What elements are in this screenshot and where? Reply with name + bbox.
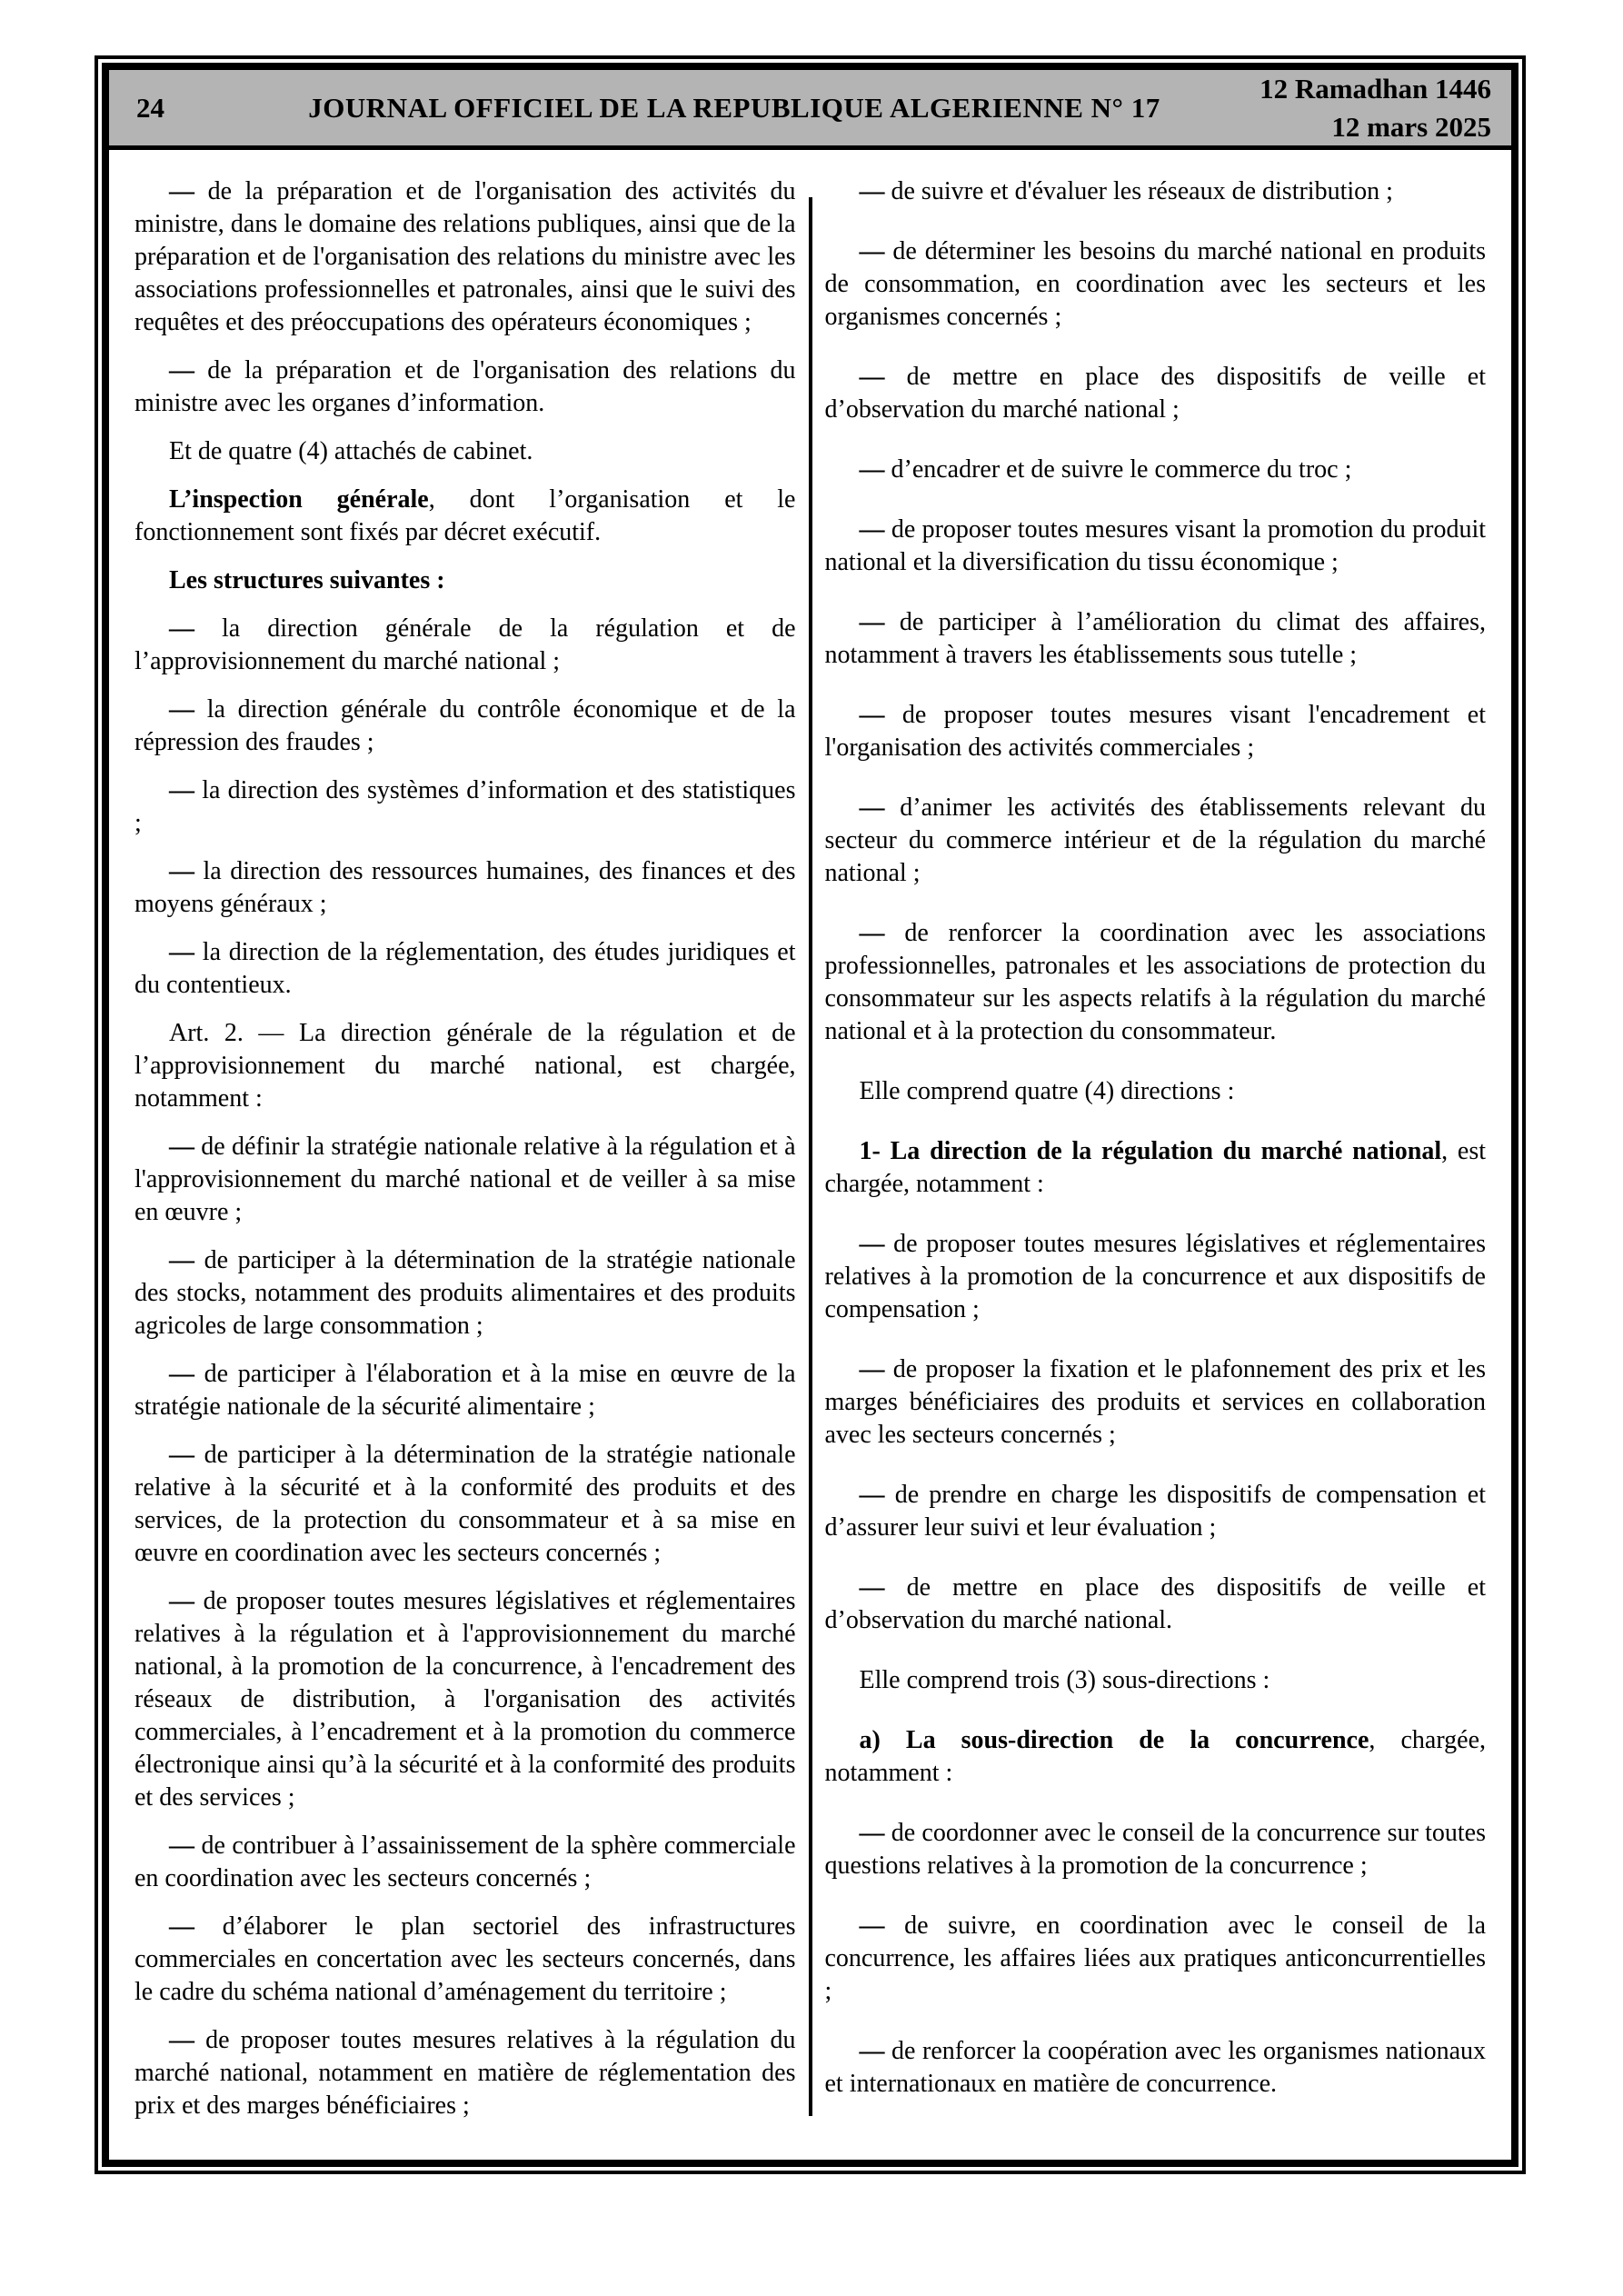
- paragraph: [134, 774, 796, 840]
- paragraph: [134, 694, 796, 759]
- page-header: [109, 70, 1511, 150]
- paragraph-bold-run: —: [169, 356, 208, 384]
- paragraph: [825, 235, 1487, 334]
- paragraph: [825, 1817, 1487, 1882]
- paragraph-bold-run: —: [859, 237, 893, 265]
- paragraph: [825, 792, 1487, 890]
- paragraph-text-run: la direction générale de la régulation et de l’approvisionnement du marché national ;: [134, 614, 796, 675]
- paragraph-bold-run: —: [859, 455, 891, 484]
- paragraph-text-run: de proposer toutes mesures législatives et réglementaires relatives à la promotion de la concurrence et aux dispositifs de compensation ;: [824, 1230, 1486, 1323]
- journal-title: JOURNAL OFFICIEL DE LA REPUBLIQUE ALGERIENNE N° 17: [308, 91, 1160, 124]
- paragraph-bold-run: —: [169, 614, 223, 643]
- paragraph: [825, 1353, 1487, 1452]
- paragraph: [134, 855, 796, 921]
- paragraph-text-run: de proposer toutes mesures visant l'encadrement et l'organisation des activités commerciales ;: [824, 701, 1486, 762]
- paragraph-bold-run: —: [859, 701, 902, 729]
- paragraph: [825, 514, 1487, 579]
- paragraph-bold-run: —: [859, 1230, 894, 1258]
- paragraph-text-run: la direction générale du contrôle économique et de la répression des fraudes ;: [134, 695, 796, 756]
- paragraph: [134, 435, 796, 468]
- paragraph-bold-run: —: [859, 1912, 905, 1940]
- paragraph-bold-run: —: [169, 857, 204, 885]
- paragraph-bold-run: 1- La direction de la régulation du marché national: [859, 1137, 1442, 1165]
- paragraph: [134, 1439, 796, 1570]
- paragraph-text-run: , dont l’organisation et le fonctionnement sont fixés par décret exécutif.: [134, 485, 796, 546]
- paragraph: [134, 1131, 796, 1229]
- paragraph: [825, 1228, 1487, 1326]
- header-dates: [1232, 70, 1511, 146]
- paragraph-bold-run: —: [859, 515, 891, 544]
- paragraph: [825, 606, 1487, 672]
- paragraph-bold-run: —: [169, 938, 203, 966]
- date-gregorian: 12 mars 2025: [1331, 110, 1491, 143]
- paragraph: [825, 361, 1487, 426]
- paragraph-bold-run: —: [859, 1481, 895, 1509]
- left-column: [122, 175, 809, 2141]
- paragraph-bold-run: —: [169, 1441, 204, 1469]
- paragraph: [134, 613, 796, 678]
- paragraph: [825, 1664, 1487, 1697]
- paragraph: [134, 1911, 796, 2009]
- paragraph-text-run: d’encadrer et de suivre le commerce du troc ;: [891, 455, 1352, 484]
- paragraph: [825, 699, 1487, 764]
- paragraph-bold-run: —: [169, 177, 208, 205]
- paragraph-bold-run: —: [169, 2026, 206, 2054]
- paragraph: [825, 1135, 1487, 1201]
- paragraph-bold-run: —: [169, 1587, 204, 1615]
- paragraph: [134, 1585, 796, 1814]
- paragraph-text-run: la direction des ressources humaines, des finances et des moyens généraux ;: [134, 857, 796, 918]
- paragraph: [134, 2024, 796, 2122]
- paragraph-text-run: de proposer toutes mesures relatives à la régulation du marché national, notamment en matière de réglementation des prix et des marges bénéficiaires ;: [134, 2026, 796, 2120]
- paragraph-bold-run: —: [169, 695, 207, 724]
- paragraph-text-run: de la préparation et de l'organisation des relations du ministre avec les organes d’information.: [134, 356, 796, 417]
- paragraph-text-run: de déterminer les besoins du marché national en produits de consommation, en coordination avec les secteurs et les organismes concernés ;: [824, 237, 1487, 331]
- paragraph-text-run: de coordonner avec le conseil de la concurrence sur toutes questions relatives à la promotion de la concurrence ;: [824, 1819, 1487, 1880]
- page-body: [109, 150, 1511, 2160]
- paragraph-text-run: de proposer la fixation et le plafonnement des prix et les marges bénéficiaires des produits et services en collaboration avec les secteurs concernés ;: [824, 1355, 1487, 1449]
- paragraph-bold-run: —: [859, 2037, 892, 2065]
- paragraph-text-run: de participer à l'élaboration et à la mise en œuvre de la stratégie nationale de la sécurité alimentaire ;: [134, 1360, 796, 1421]
- paragraph: [134, 564, 796, 597]
- paragraph-bold-run: —: [169, 776, 203, 804]
- paragraph-text-run: d’élaborer le plan sectoriel des infrastructures commerciales en concertation avec les secteurs concernés, dans le cadre du schéma national d’aménagement du territoire ;: [134, 1912, 796, 2006]
- paragraph: [825, 1724, 1487, 1790]
- paragraph: [134, 1244, 796, 1343]
- paragraph-text-run: Et de quatre (4) attachés de cabinet.: [169, 437, 533, 465]
- paragraph: [134, 354, 796, 420]
- paragraph-text-run: de mettre en place des dispositifs de veille et d’observation du marché national.: [824, 1573, 1487, 1634]
- paragraph: [134, 1830, 796, 1895]
- paragraph-bold-run: Les structures suivantes :: [169, 566, 445, 594]
- paragraph-text-run: de proposer toutes mesures législatives et réglementaires relatives à la régulation et à l'approvisionnement du marché national, à la promotion de la concurrence, à l'encadrement des réseaux de distribution, à l'organisation des activités commerciales, à l’encadrement et à la promotion du commerce électronique ainsi qu’à la sécurité et à la conformité des produits et des services ;: [134, 1587, 796, 1812]
- paragraph-text-run: de participer à la détermination de la stratégie nationale relative à la sécurité et à la conformité des produits et des services, de la protection du consommateur et à sa mise en œuvre en coordination avec les secteurs concernés ;: [134, 1441, 796, 1567]
- paragraph-text-run: de contribuer à l’assainissement de la sphère commerciale en coordination avec les secteurs concernés ;: [134, 1832, 796, 1892]
- paragraph-bold-run: L’inspection générale: [169, 485, 429, 514]
- paragraph-bold-run: —: [169, 1246, 204, 1274]
- paragraph-bold-run: —: [169, 1133, 202, 1161]
- paragraph-text-run: de renforcer la coordination avec les associations professionnelles, patronales et les associations de protection du consommateur sur les aspects relatifs à la régulation du marché national et à la protection du consommateur.: [824, 919, 1487, 1045]
- paragraph-bold-run: —: [169, 1912, 223, 1941]
- paragraph: [825, 917, 1487, 1048]
- paragraph-bold-run: —: [859, 794, 901, 822]
- paragraph-text-run: d’animer les activités des établissements relevant du secteur du commerce intérieur et de la régulation du marché national ;: [824, 794, 1486, 887]
- paragraph-bold-run: —: [859, 919, 905, 947]
- paragraph-text-run: de participer à l’amélioration du climat des affaires, notamment à travers les établissements sous tutelle ;: [824, 608, 1486, 669]
- paragraph-bold-run: —: [859, 363, 907, 391]
- paragraph-bold-run: —: [859, 1819, 891, 1847]
- paragraph: [134, 175, 796, 339]
- paragraph-text-run: de la préparation et de l'organisation des activités du ministre, dans le domaine des relations publiques, ainsi que de la préparation et de l'organisation des relations du ministre avec les associations professionnelles et patronales, ainsi que le suivi des requêtes et des préoccupations des opérateurs économiques ;: [134, 177, 796, 336]
- right-column: [812, 175, 1499, 2141]
- paragraph-bold-run: —: [859, 608, 900, 636]
- page-number: 24: [136, 91, 164, 124]
- paragraph-bold-run: —: [169, 1360, 204, 1388]
- paragraph: [825, 2035, 1487, 2101]
- paragraph-bold-run: —: [859, 1573, 907, 1602]
- paragraph-text-run: de proposer toutes mesures visant la promotion du produit national et la diversification du tissu économique ;: [824, 515, 1487, 576]
- paragraph-text-run: Elle comprend quatre (4) directions :: [859, 1077, 1235, 1105]
- paragraph: [825, 175, 1487, 208]
- paragraph-bold-run: —: [859, 1355, 893, 1383]
- date-hijri: 12 Ramadhan 1446: [1260, 72, 1491, 105]
- paragraph-text-run: de participer à la détermination de la stratégie nationale des stocks, notamment des produits alimentaires et des produits agricoles de large consommation ;: [134, 1246, 796, 1340]
- paragraph-text-run: , est chargée, notamment :: [824, 1137, 1486, 1198]
- paragraph-text-run: Art. 2. — La direction générale de la régulation et de l’approvisionnement du marché national, est chargée, notamment :: [134, 1019, 796, 1113]
- page-frame-inner: [102, 63, 1518, 2167]
- paragraph-text-run: la direction des systèmes d’information et des statistiques ;: [134, 776, 796, 837]
- paragraph-text-run: de renforcer la coopération avec les organismes nationaux et internationaux en matière de concurrence.: [824, 2037, 1486, 2098]
- paragraph-bold-run: —: [169, 1832, 202, 1860]
- paragraph-text-run: de mettre en place des dispositifs de veille et d’observation du marché national ;: [824, 363, 1487, 424]
- paragraph: [825, 1910, 1487, 2008]
- paragraph: [134, 936, 796, 1002]
- paragraph: [134, 1358, 796, 1423]
- paragraph-text-run: la direction de la réglementation, des études juridiques et du contentieux.: [134, 938, 796, 999]
- paragraph-text-run: de suivre et d'évaluer les réseaux de distribution ;: [891, 177, 1393, 205]
- paragraph-text-run: Elle comprend trois (3) sous-directions :: [859, 1666, 1270, 1694]
- paragraph-text-run: de suivre, en coordination avec le conseil de la concurrence, les affaires liées aux pratiques anticoncurrentielles ;: [824, 1912, 1486, 2005]
- paragraph: [825, 454, 1487, 486]
- paragraph-text-run: , chargée, notamment :: [824, 1726, 1487, 1787]
- paragraph-bold-run: —: [859, 177, 891, 205]
- paragraph: [825, 1572, 1487, 1637]
- paragraph-text-run: de définir la stratégie nationale relative à la régulation et à l'approvisionnement du marché national et de veiller à sa mise en œuvre ;: [134, 1133, 796, 1226]
- paragraph-bold-run: a) La sous-direction de la concurrence: [859, 1726, 1369, 1754]
- paragraph: [825, 1479, 1487, 1544]
- paragraph-text-run: de prendre en charge les dispositifs de compensation et d’assurer leur suivi et leur évaluation ;: [824, 1481, 1486, 1542]
- page-frame: [95, 55, 1526, 2174]
- paragraph: [134, 1017, 796, 1115]
- paragraph: [825, 1075, 1487, 1108]
- paragraph: [134, 484, 796, 549]
